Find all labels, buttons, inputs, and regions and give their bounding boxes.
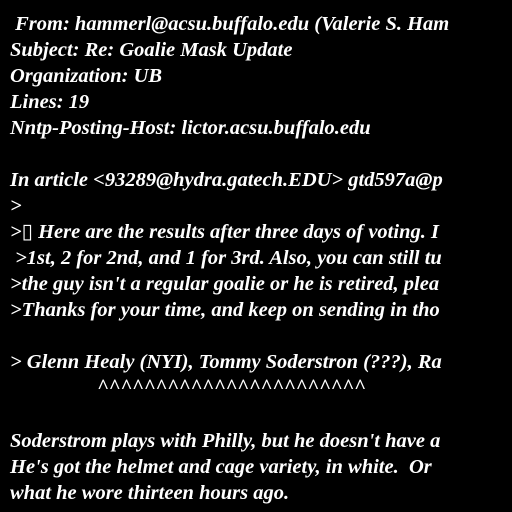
caret-marker: ^^^^^^^^^^^^^^^^^^^^^^^ [10, 376, 366, 398]
header-nntp-posting-host: Nntp-Posting-Host: lictor.acsu.buffalo.edu [10, 117, 371, 139]
body-reply-line: He's got the helmet and cage variety, in white. Or [10, 456, 432, 478]
header-subject: Subject: Re: Goalie Mask Update [10, 39, 293, 61]
body-quote-line: > Glenn Healy (NYI), Tommy Soderstron (???), Ra [10, 351, 442, 373]
body-quote-blank: > [10, 195, 22, 217]
body-quote-line: >the guy isn't a regular goalie or he is retired, plea [10, 273, 440, 295]
body-attribution: In article <93289@hydra.gatech.EDU> gtd597a@p [10, 169, 443, 191]
header-from: From: hammerl@acsu.buffalo.edu (Valerie S. Ham [10, 13, 450, 35]
body-quote-line: >Thanks for your time, and keep on sending in tho [10, 299, 440, 321]
header-lines: Lines: 19 [10, 91, 90, 113]
body-reply-line: Soderstrom plays with Philly, but he doesn't have a [10, 430, 441, 452]
body-quote-line: >1st, 2 for 2nd, and 1 for 3rd. Also, you can still tu [10, 247, 442, 269]
body-quote-line: >▯ Here are the results after three days of voting. I [10, 221, 439, 243]
body-reply-line: what he wore thirteen hours ago. [10, 482, 290, 504]
header-organization: Organization: UB [10, 65, 163, 87]
